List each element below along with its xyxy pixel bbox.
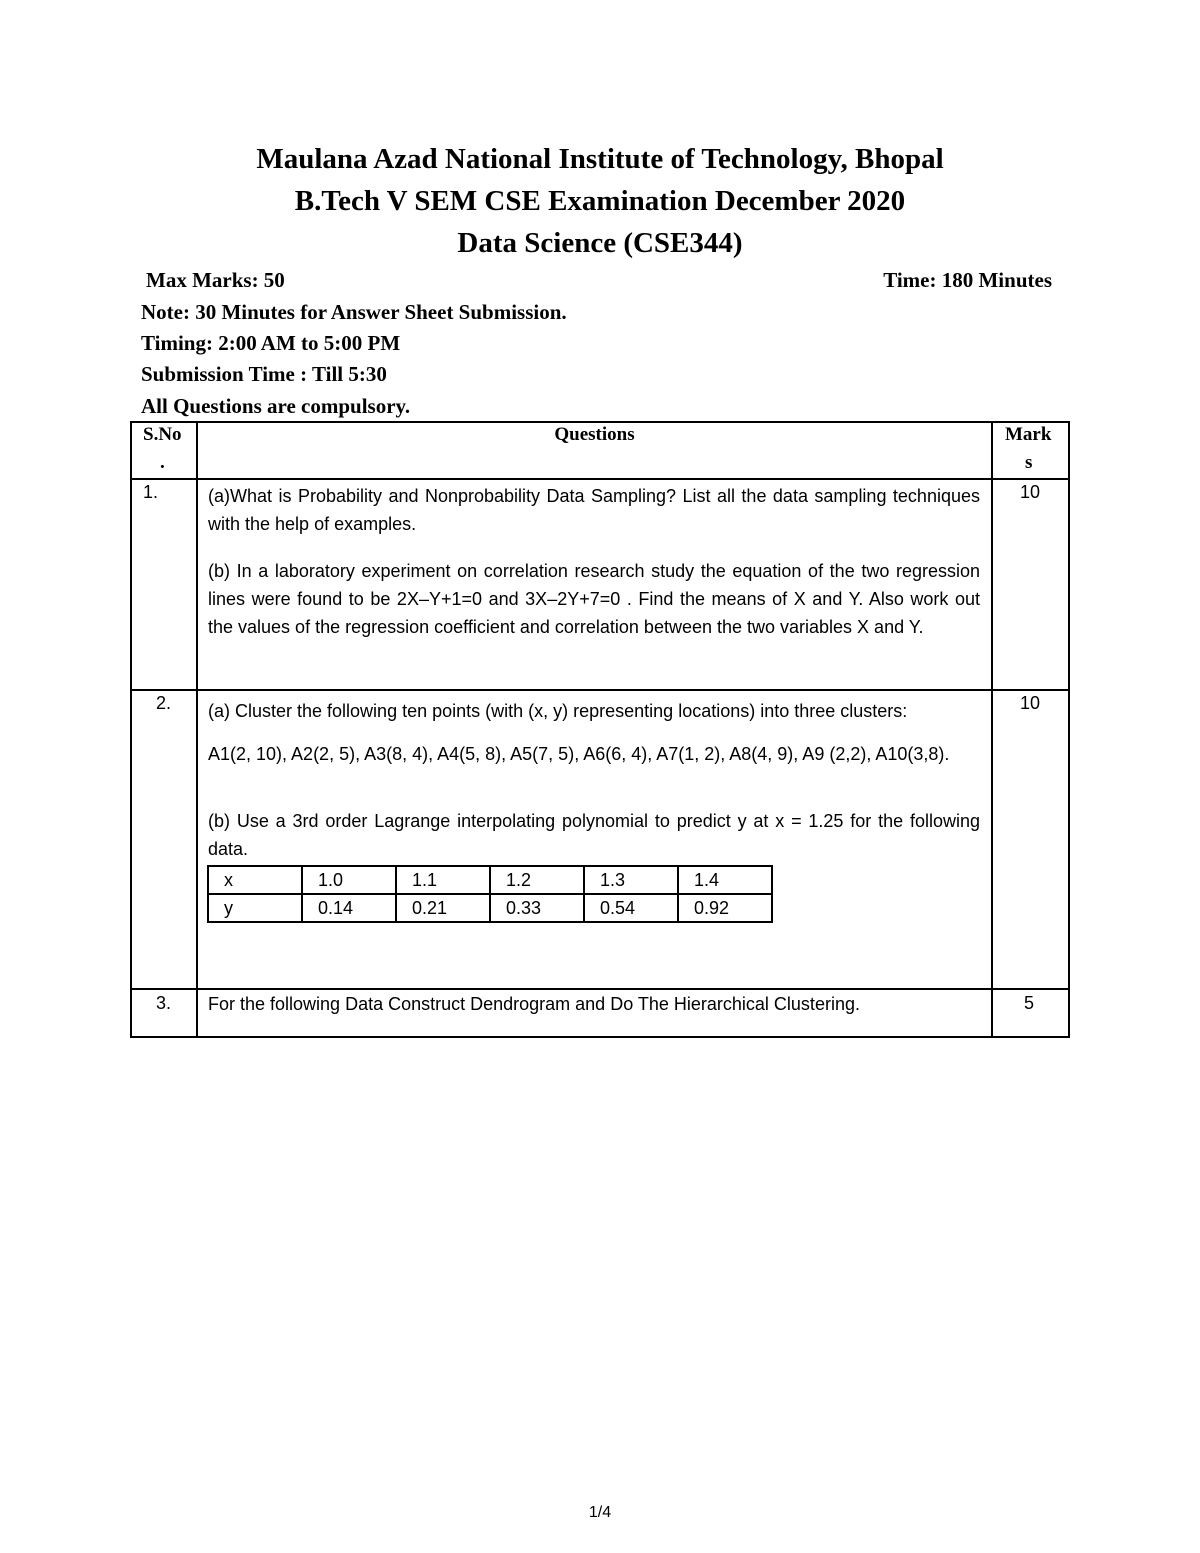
table-row [208, 866, 772, 894]
cell-x-5: 1.4 [678, 866, 772, 894]
table-col-divider-2 [991, 421, 993, 1038]
header-marks-s: s [1025, 452, 1033, 473]
time-limit: Time: 180 Minutes [883, 268, 1052, 292]
header-sno-dot: . [160, 452, 165, 473]
compulsory-note: All Questions are compulsory. [141, 394, 411, 418]
table-border-top [130, 421, 1070, 423]
row1-question-a: (a)What is Probability and Nonprobability Data Sampling? List all the data sampling techniques with the help of examples. [208, 486, 980, 534]
timing: Timing: 2:00 AM to 5:00 PM [141, 331, 401, 355]
cell-y-1: 0.14 [302, 894, 396, 922]
exam-title: B.Tech V SEM CSE Examination December 2020 [294, 185, 906, 217]
header-sno: S.No [143, 424, 182, 445]
row1-question-b: (b) In a laboratory experiment on correlation research study the equation of the two regression lines were found to be 2X–Y+1=0 and 3X–2Y+7=0 . Find the means of X and Y. Also work out the values of the regression coefficient and correlation between the two variables X and Y. [208, 561, 980, 637]
institute-title: Maulana Azad National Institute of Technology, Bhopal [256, 143, 944, 175]
cell-y-3: 0.33 [490, 894, 584, 922]
cell-y-2: 0.21 [396, 894, 490, 922]
table-row [208, 894, 772, 922]
row2-sno: 2. [156, 693, 172, 713]
row1-marks: 10 [1020, 482, 1041, 502]
row2-question-a: (a) Cluster the following ten points (with (x, y) representing locations) into three clusters: [208, 701, 908, 721]
cell-x-4: 1.3 [584, 866, 678, 894]
table-col-divider-1 [196, 421, 198, 1038]
row3-marks: 5 [1024, 993, 1035, 1013]
table-divider-row1 [130, 689, 1070, 691]
cell-x-label: x [208, 866, 302, 894]
cell-x-1: 1.0 [302, 866, 396, 894]
submission-time: Submission Time : Till 5:30 [141, 362, 387, 386]
row1-sno: 1. [143, 482, 159, 502]
max-marks: Max Marks: 50 [146, 268, 285, 292]
row3-question: For the following Data Construct Dendrogram and Do The Hierarchical Clustering. [208, 994, 860, 1014]
cell-y-4: 0.54 [584, 894, 678, 922]
lagrange-data-table [207, 865, 773, 923]
table-divider-header [130, 478, 1070, 480]
row3-sno: 3. [156, 993, 172, 1013]
header-marks: Mark [1005, 424, 1052, 445]
subject-title: Data Science (CSE344) [457, 227, 743, 259]
cell-y-5: 0.92 [678, 894, 772, 922]
row2-question-b: (b) Use a 3rd order Lagrange interpolating polynomial to predict y at x = 1.25 for the following data. [208, 811, 980, 859]
table-border-left [130, 421, 132, 1038]
cell-x-2: 1.1 [396, 866, 490, 894]
table-border-right [1068, 421, 1070, 1038]
page-number: 1/4 [588, 1504, 612, 1521]
table-border-bottom [130, 1036, 1070, 1038]
note: Note: 30 Minutes for Answer Sheet Submission. [141, 300, 567, 324]
row2-points: A1(2, 10), A2(2, 5), A3(8, 4), A4(5, 8), A5(7, 5), A6(6, 4), A7(1, 2), A8(4, 9), A9 (2,2), A10(3,8). [208, 744, 950, 764]
cell-y-label: y [208, 894, 302, 922]
cell-x-3: 1.2 [490, 866, 584, 894]
header-questions: Questions [554, 424, 635, 445]
row2-marks: 10 [1020, 693, 1041, 713]
